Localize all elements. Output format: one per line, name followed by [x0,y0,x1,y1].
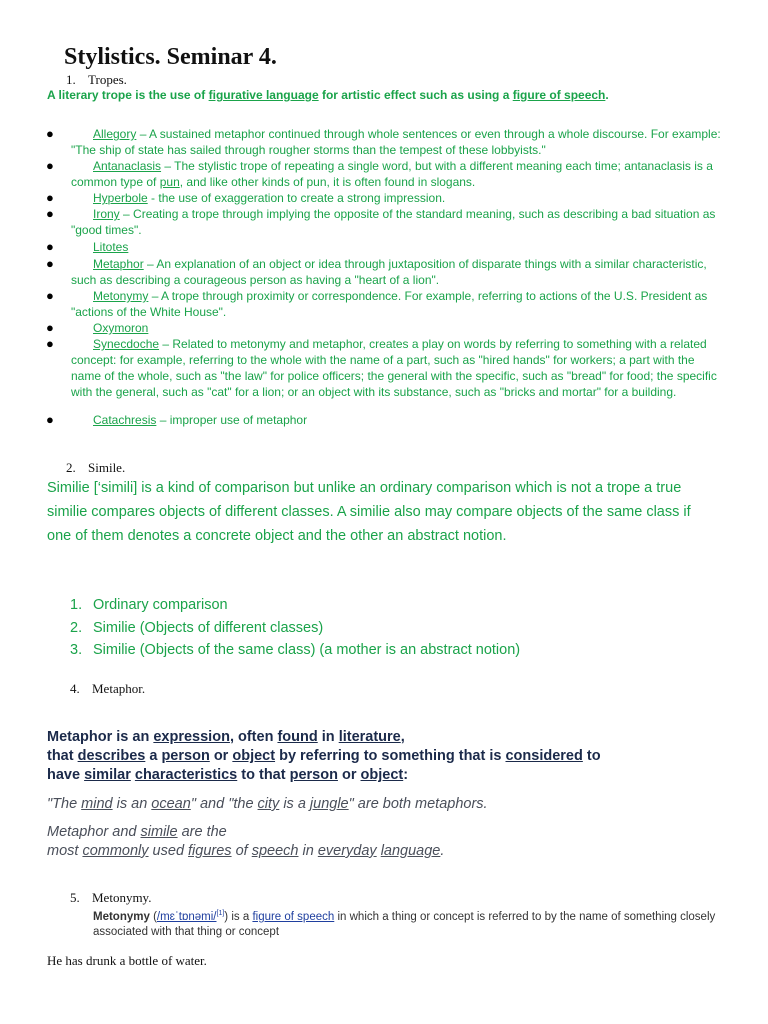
def-text: a [145,748,162,764]
list-text: Similie (Objects of different classes) [93,620,324,636]
list-number: 3. [70,642,83,658]
figure-of-speech-link[interactable]: figure of speech [512,88,606,102]
metaphor-definition-line-2 [47,747,747,766]
usage-text: used [148,843,189,859]
bullet-icon: ● [46,288,54,303]
def-text: , [400,729,405,745]
example-text: "The [47,796,82,812]
figures-link[interactable]: figures [188,843,232,859]
section-heading-tropes [66,72,127,88]
list-number: 1. [70,597,83,613]
figurative-language-link[interactable]: figurative language [208,88,319,102]
catachresis-link[interactable]: Catachresis [93,413,157,427]
section-number: 1. [66,72,76,87]
def-text: , often [229,729,278,745]
page-title: Stylistics. Seminar 4. [64,44,277,70]
bullet-icon: ● [46,158,54,173]
metonymy-definition [93,906,733,940]
oxymoron-link[interactable]: Oxymoron [93,321,149,335]
metaphor-definition-line-1 [47,728,747,747]
def-text: is a [228,910,253,923]
def-text: that [47,748,78,764]
def-text: Metaphor is an [47,729,154,745]
trope-description: – A sustained metaphor continued through whole sentences or even through a whole discourse. For example: "The ship of state has sailed through rougher storms than the tempest of these lobbyists." [71,127,721,157]
person-link[interactable]: person [161,748,210,764]
expression-link[interactable]: expression [153,729,230,745]
language-link[interactable]: language [380,843,441,859]
trope-description: – A trope through proximity or correspondence. For example, referring to actions of the U.S. President as "actions of the White House". [71,289,708,319]
def-text: or [209,748,233,764]
example-text: is an [112,796,152,812]
list-item [70,642,520,658]
def-text: to that [237,767,290,783]
def-text: in [317,729,339,745]
example-text: " are both metaphors. [348,796,488,812]
ocean-link[interactable]: ocean [151,796,191,812]
usage-text: in [298,843,318,859]
trope-item-antanaclasis [46,158,726,190]
litotes-link[interactable]: Litotes [93,240,129,254]
section-label: Metaphor. [92,681,146,696]
characteristics-link[interactable]: characteristics [134,767,238,783]
def-text: ) [224,910,229,923]
trope-description: – Related to metonymy and metaphor, creates a play on words by referring to something with a related concept: for example, referring to the whole with the name of a part, such as "hired hands" for workers; a part with the name of the whole, such as "the law" for police officers; the general with the specific, such as "bread" for food; the specific with the general, such as "cat" for a lion; or an object with its substance, such as "bricks and mortar" for a building. [71,337,717,399]
found-link[interactable]: found [277,729,318,745]
considered-link[interactable]: considered [505,748,583,764]
antanaclasis-link[interactable]: Antanaclasis [93,159,162,173]
example-text: is a [279,796,310,812]
bullet-icon: ● [46,256,54,271]
simile-definition: Similie [‘simili] is a kind of comparison but unlike an ordinary comparison which is not a trope a true similie compares objects of different classes. A similie also may compare objects of the same class if one of them denotes a concrete object and the other an abstract notion. [47,480,691,544]
intro-text: A literary trope is the use of [47,88,209,102]
trope-item-hyperbole [46,190,726,206]
footnote-link[interactable]: [1] [216,910,225,917]
usage-text: Metaphor and [47,824,141,840]
def-text: have [47,767,85,783]
trope-item-allegory [46,126,726,158]
bullet-icon: ● [46,412,54,427]
def-text: to [582,748,601,764]
bullet-icon: ● [46,126,54,141]
trope-item-synecdoche [46,336,726,400]
trope-item-oxymoron [46,320,726,336]
usage-text: . [440,843,445,859]
trope-item-metonymy [46,288,726,320]
intro-text: . [605,88,609,102]
similar-link[interactable]: similar [84,767,131,783]
section-number: 5. [70,890,80,905]
section-number: 2. [66,460,76,475]
describes-link[interactable]: describes [77,748,146,764]
trope-description: – improper use of metaphor [156,413,308,427]
section-heading-metonymy [70,890,151,906]
object-link[interactable]: object [360,767,404,783]
def-text: : [403,767,409,783]
def-text: or [337,767,361,783]
section-number: 4. [70,681,80,696]
metaphor-usage-line-2 [47,843,444,859]
simile-link[interactable]: simile [140,824,178,840]
hyperbole-link[interactable]: Hyperbole [93,191,148,205]
trope-item-litotes [46,239,726,255]
trope-item-irony [46,206,726,238]
example-text: " and "the [190,796,258,812]
intro-text: for artistic effect such as using a [318,88,513,102]
commonly-link[interactable]: commonly [82,843,149,859]
literature-link[interactable]: literature [338,729,401,745]
trope-description: – An explanation of an object or idea through juxtaposition of disparate things with a similar characteristic, such as describing a courageous person as having a "heart of a lion". [71,257,707,287]
usage-text: most [47,843,83,859]
metaphor-usage-line-1 [47,824,227,840]
mind-link[interactable]: mind [81,796,113,812]
list-number: 2. [70,620,83,636]
def-text: by referring to something that is [275,748,506,764]
allegory-link[interactable]: Allegory [93,127,137,141]
metaphor-link[interactable]: Metaphor [93,257,144,271]
synecdoche-link[interactable]: Synecdoche [93,337,160,351]
trope-description: - the use of exaggeration to create a strong impression. [147,191,446,205]
tropes-intro [47,88,609,102]
section-label: Tropes. [88,72,127,87]
trope-item-metaphor [46,256,726,288]
person-link[interactable]: person [289,767,338,783]
pronunciation-link[interactable]: /mɛˈtɒnəmi/ [156,910,217,923]
trope-description: – Creating a trope through implying the opposite of the standard meaning, such as describing a bad situation as "good times". [71,207,716,237]
list-item [70,597,228,613]
jungle-link[interactable]: jungle [309,796,349,812]
trope-description: – The stylistic trope of repeating a single word, but with a different meaning each time; antanaclasis is a common type of [71,159,713,189]
irony-link[interactable]: Irony [93,207,120,221]
trope-item-catachresis [46,412,726,428]
example-sentence: He has drunk a bottle of water. [47,953,207,968]
section-heading-metaphor [70,681,145,697]
bullet-icon: ● [46,239,54,254]
list-text: Ordinary comparison [93,597,228,613]
bullet-icon: ● [46,320,54,335]
everyday-link[interactable]: everyday [317,843,377,859]
usage-text: of [231,843,252,859]
metonymy-link[interactable]: Metonymy [93,289,149,303]
section-label: Metonymy. [92,890,152,905]
bullet-icon: ● [46,206,54,221]
bullet-icon: ● [46,336,54,351]
pun-link[interactable]: pun [159,175,180,189]
trope-description: , and like other kinds of pun, it is often found in slogans. [179,175,476,189]
section-label: Simile. [88,460,126,475]
metaphor-definition-line-3 [47,766,747,785]
figure-of-speech-link[interactable]: figure of speech [252,910,335,923]
metonymy-term: Metonymy [93,910,150,923]
def-text: ( [149,910,157,923]
usage-text: are the [177,824,227,840]
object-link[interactable]: object [232,748,276,764]
bullet-icon: ● [46,190,54,205]
section-heading-simile [66,460,125,476]
def-text: in which a thing or concept is referred to by the name of something closely associated with that thing or concept [93,910,716,938]
metaphor-example [47,796,488,812]
list-text: Similie (Objects of the same class) (a mother is an abstract notion) [93,642,521,658]
speech-link[interactable]: speech [251,843,299,859]
list-item [70,620,323,636]
city-link[interactable]: city [257,796,280,812]
